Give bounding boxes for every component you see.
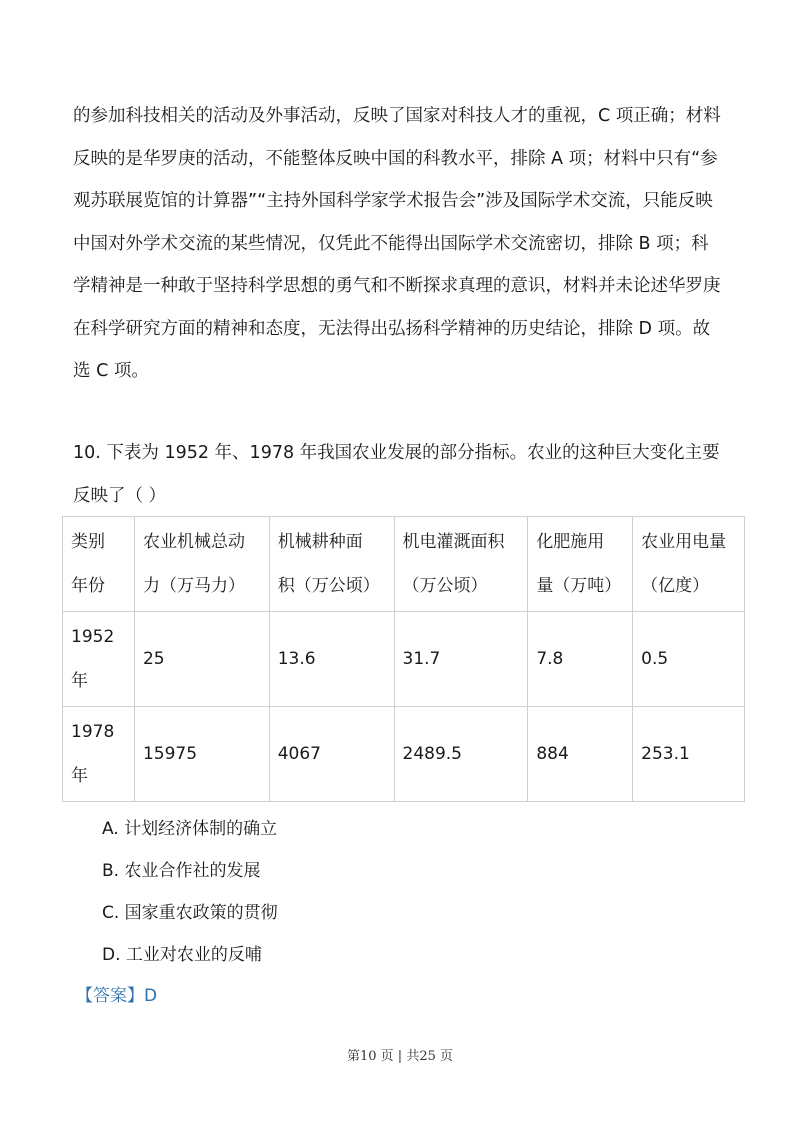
value-cell: 13.6 <box>269 612 394 707</box>
value-cell: 4067 <box>269 707 394 802</box>
table-header-row <box>63 517 745 612</box>
option-a: A. 计划经济体制的确立 <box>102 819 278 839</box>
value-cell: 25 <box>134 612 269 707</box>
header-cell-category: 类别 年份 <box>63 517 135 612</box>
explanation-line: 学精神是一种敢于坚持科学思想的勇气和不断探求真理的意识，材料并未论述华罗庚 <box>73 276 721 296</box>
question-line: 10. 下表为 1952 年、1978 年我国农业发展的部分指标。农业的这种巨大变化主要 <box>73 443 720 463</box>
year-cell: 1978 年 <box>63 707 135 802</box>
page-footer: 第10 页 | 共25 页 <box>347 1049 453 1064</box>
header-cell-fertilizer: 化肥施用 量（万吨） <box>528 517 633 612</box>
value-cell: 0.5 <box>633 612 745 707</box>
table-row <box>63 707 745 802</box>
header-cell-machinery-power: 农业机械总动 力（万马力） <box>134 517 269 612</box>
answer-options <box>102 808 278 976</box>
explanation-paragraph <box>73 95 735 393</box>
value-cell: 7.8 <box>528 612 633 707</box>
answer-line <box>76 975 157 1017</box>
table-row <box>63 612 745 707</box>
explanation-line: 的参加科技相关的活动及外事活动，反映了国家对科技人才的重视，C 项正确；材料 <box>73 106 721 126</box>
header-cell-electricity: 农业用电量 （亿度） <box>633 517 745 612</box>
option-d: D. 工业对农业的反哺 <box>102 945 262 965</box>
agriculture-indicators-table <box>62 516 745 802</box>
explanation-line: 观苏联展览馆的计算器”“主持外国科学家学术报告会”涉及国际学术交流，只能反映 <box>73 191 713 211</box>
answer-value: D <box>144 986 158 1006</box>
header-cell-irrigation-area: 机电灌溉面积 （万公顷） <box>394 517 528 612</box>
header-cell-mechanized-area: 机械耕种面 积（万公顷） <box>269 517 394 612</box>
value-cell: 2489.5 <box>394 707 528 802</box>
question-line: 反映了（ ） <box>73 485 167 506</box>
question-stem <box>73 432 735 517</box>
year-cell: 1952 年 <box>63 612 135 707</box>
value-cell: 884 <box>528 707 633 802</box>
explanation-line: 反映的是华罗庚的活动，不能整体反映中国的科教水平，排除 A 项；材料中只有“参 <box>73 148 718 169</box>
explanation-line: 中国对外学术交流的某些情况，仅凭此不能得出国际学术交流密切，排除 B 项；科 <box>73 233 709 254</box>
option-b: B. 农业合作社的发展 <box>102 861 261 881</box>
answer-tag: 【答案】 <box>76 986 144 1006</box>
option-c: C. 国家重农政策的贯彻 <box>102 903 278 923</box>
explanation-line: 选 C 项。 <box>73 361 149 381</box>
value-cell: 31.7 <box>394 612 528 707</box>
value-cell: 15975 <box>134 707 269 802</box>
value-cell: 253.1 <box>633 707 745 802</box>
explanation-line: 在科学研究方面的精神和态度，无法得出弘扬科学精神的历史结论，排除 D 项。故 <box>73 318 711 339</box>
